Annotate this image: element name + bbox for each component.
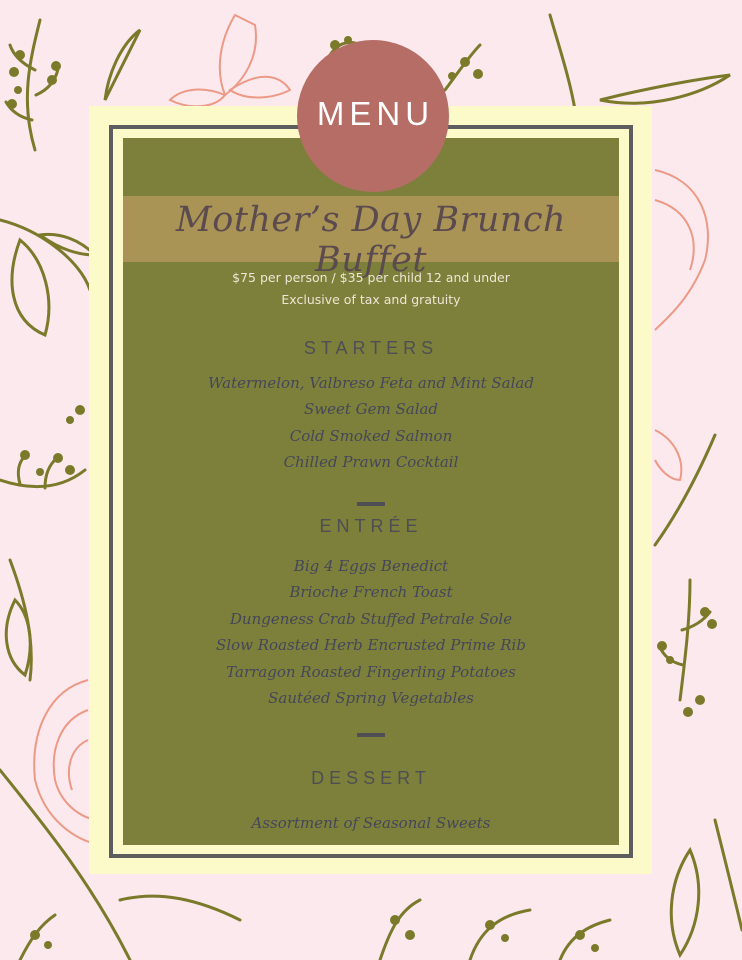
starters-list: [123, 370, 619, 476]
menu-item: Sweet Gem Salad: [303, 400, 439, 419]
entree-list: [123, 553, 619, 711]
section-heading-entree: ENTRÉE: [319, 516, 423, 536]
menu-item: Cold Smoked Salmon: [289, 426, 453, 445]
section-divider: [357, 733, 385, 737]
tax-line: Exclusive of tax and gratuity: [281, 292, 461, 307]
section-heading-starters: STARTERS: [303, 338, 439, 358]
menu-item: Assortment of Seasonal Sweets: [251, 814, 491, 832]
dessert-list: [123, 810, 619, 836]
menu-item: Watermelon, Valbreso Feta and Mint Salad: [208, 374, 534, 392]
menu-badge: [297, 40, 449, 192]
menu-item: Chilled Prawn Cocktail: [283, 453, 459, 472]
section-divider: [357, 502, 385, 506]
menu-item: Tarragon Roasted Fingerling Potatoes: [226, 662, 516, 681]
menu-badge-label: MENU: [316, 95, 435, 132]
menu-item: Sautéed Spring Vegetables: [268, 689, 474, 708]
price-line: $75 per person / $35 per child 12 and under: [232, 270, 510, 285]
menu-item: Big 4 Eggs Benedict: [293, 557, 449, 575]
menu-item: Dungeness Crab Stuffed Petrale Sole: [229, 609, 513, 628]
menu-title: Mother’s Day Brunch Buffet: [175, 200, 567, 280]
menu-item: Slow Roasted Herb Encrusted Prime Rib: [216, 636, 526, 655]
section-heading-dessert: DESSERT: [311, 768, 431, 788]
menu-item: Brioche French Toast: [289, 583, 453, 602]
